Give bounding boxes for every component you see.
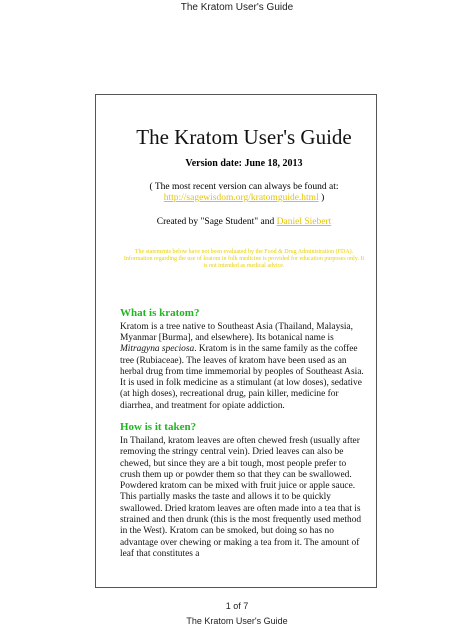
viewer-header-title: The Kratom User's Guide (180, 2, 294, 13)
recent-version-link[interactable]: http://sagewisdom.org/kratomguide.html (163, 193, 319, 203)
section-text-part: Kratom is a tree native to Southeast Asia (Thailand, Malaysia, Myanmar [Burma], and elsewhere). Its botanical name is (120, 321, 354, 343)
botanical-name: Mitragyna speciosa (120, 344, 195, 355)
disclaimer-line-1: The statements below have not been evaluated by the Food & Drug Administration (FDA). (134, 249, 354, 255)
recent-version-prefix: ( The most recent version can always be found at: (149, 182, 339, 192)
author-link[interactable]: Daniel Siebert (276, 217, 332, 227)
disclaimer-line-2: Information regarding the use of kratom in folk medicine is provided for education purposes only. It is not intended as medical advice. (123, 256, 365, 270)
page-indicator: 1 of 7 (225, 601, 249, 611)
version-date: Version date: June 18, 2013 (185, 158, 303, 169)
section-heading-how-is-it-taken: How is it taken? (120, 420, 197, 433)
section-heading-what-is-kratom: What is kratom? (120, 306, 200, 319)
section-text-part: . Kratom is in the same family as the coffee tree (Rubiaceae). The leaves of kratom have been used as an herbal drug from time immemorial by peoples of Southeast Asia. It is used in folk medicine as a stimulant (at low doses), sedative (at high doses), recreational drug, pain killer, medicine for diarrhea, and treatment for opiate addiction. (120, 344, 364, 411)
document-title: The Kratom User's Guide (136, 125, 352, 149)
recent-version-note (120, 182, 368, 204)
created-by-line (120, 217, 368, 227)
section-text-how-is-it-taken: In Thailand, kratom leaves are often chewed fresh (usually after removing the stringy central vein). Dried leaves can also be chewed, but since they are a bit tough, most people prefer to crush them up or powder them so that they can be swallowed. Powdered kratom can be mixed with fruit juice or apple sauce. This partially masks the taste and allows it to be quickly swallowed. Dried kratom leaves are often made into a tea that is strained and then drunk (this is the most frequently used method in the West). Kratom can be smoked, but doing so has no advantage over chewing or making a tea from it. The amount of leaf that constitutes a (120, 435, 362, 559)
section-text-what-is-kratom (120, 322, 368, 412)
viewer-footer-title: The Kratom User's Guide (186, 616, 288, 626)
disclaimer (120, 249, 368, 271)
created-by-prefix: Created by "Sage Student" and (156, 217, 275, 227)
recent-version-suffix: ) (321, 193, 325, 203)
document-page (95, 94, 377, 588)
